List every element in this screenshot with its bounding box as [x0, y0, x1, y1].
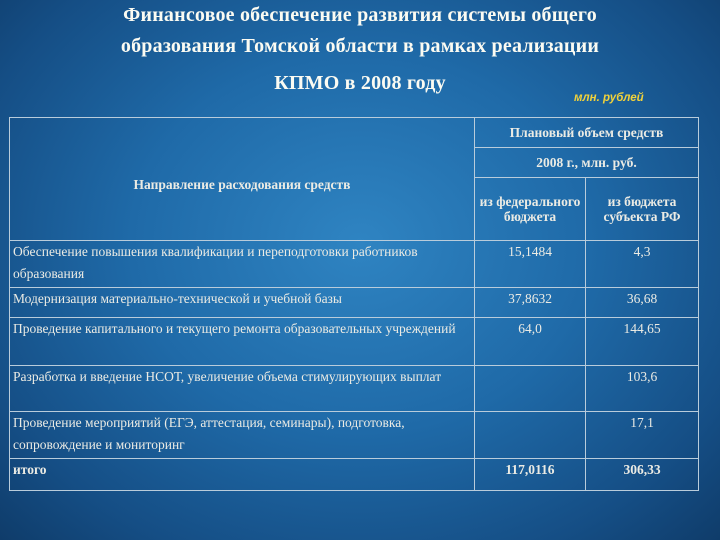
total-regional: 306,33 [586, 459, 699, 491]
header-direction: Направление расходования средств [10, 118, 475, 241]
slide-title [40, 0, 680, 99]
row-name: Обеспечение повышения квалификации и переподготовки работников образования [10, 241, 475, 288]
table-row [10, 412, 699, 459]
row-regional: 36,68 [586, 288, 699, 318]
row-federal [475, 366, 586, 412]
row-name: Проведение капитального и текущего ремонта образовательных учреждений [10, 318, 475, 366]
header-year: 2008 г., млн. руб. [475, 148, 699, 178]
row-name: Проведение мероприятий (ЕГЭ, аттестация, семинары), подготовка, сопровождение и мониторинг [10, 412, 475, 459]
row-federal: 37,8632 [475, 288, 586, 318]
title-line-3: КПМО в 2008 году [274, 72, 446, 94]
budget-table [9, 117, 699, 491]
table-row [10, 288, 699, 318]
row-name: Модернизация материально-технической и учебной базы [10, 288, 475, 318]
table-row-total [10, 459, 699, 491]
units-label: млн. рублей [574, 92, 644, 104]
table-row [10, 366, 699, 412]
header-regional: из бюджета субъекта РФ [586, 178, 699, 241]
header-planned: Плановый объем средств [475, 118, 699, 148]
header-federal: из федерального бюджета [475, 178, 586, 241]
row-federal [475, 412, 586, 459]
row-federal: 15,1484 [475, 241, 586, 288]
table-row [10, 318, 699, 366]
title-line-2: образования Томской области в рамках реализации [120, 35, 600, 57]
table-row [10, 241, 699, 288]
total-federal: 117,0116 [475, 459, 586, 491]
title-line-1: Финансовое обеспечение развития системы общего [123, 4, 597, 26]
row-regional: 17,1 [586, 412, 699, 459]
row-name: Разработка и введение НСОТ, увеличение объема стимулирующих выплат [10, 366, 475, 412]
row-regional: 4,3 [586, 241, 699, 288]
row-regional: 103,6 [586, 366, 699, 412]
row-regional: 144,65 [586, 318, 699, 366]
row-federal: 64,0 [475, 318, 586, 366]
total-label: итого [10, 459, 475, 491]
